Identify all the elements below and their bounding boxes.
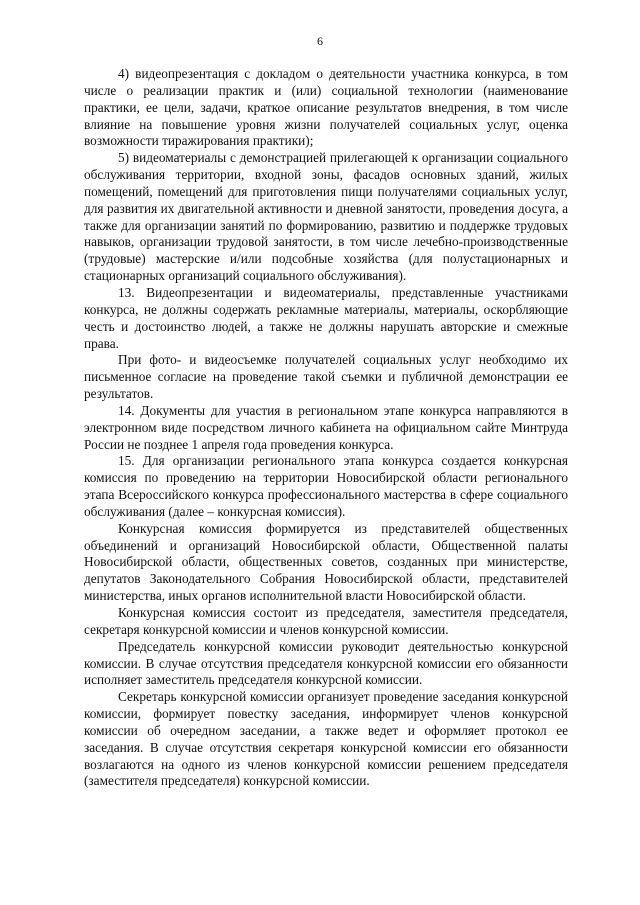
paragraph-clause-14: 14. Документы для участия в региональном этапе конкурса направляются в электронном виде посредством личного кабинета на официальном сайте Минтруда России не позднее 1 апреля года проведения конкурса. bbox=[84, 402, 568, 452]
page-number: 6 bbox=[317, 34, 323, 48]
paragraph-photo-consent: При фото- и видеосъемке получателей социальных услуг необходимо их письменное согласие на проведение такой съемки и публичной демонстрации ее результатов. bbox=[84, 352, 568, 402]
paragraph-commission-composition: Конкурсная комиссия состоит из председателя, заместителя председателя, секретаря конкурсной комиссии и членов конкурсной комиссии. bbox=[84, 605, 568, 637]
paragraph-commission-formation: Конкурсная комиссия формируется из представителей общественных объединений и организаций Новосибирской области, Общественной палаты Новосибирской области, общественных советов, созданных при министерстве, депутатов Законодательного Собрания Новосибирской области, представителей министерства, иных органов исполнительной власти Новосибирской области. bbox=[84, 520, 568, 604]
paragraph-chairman-duties: Председатель конкурсной комиссии руководит деятельностью конкурсной комиссии. В случае отсутствия председателя конкурсной комиссии его обязанности исполняет заместитель председателя конкурсной комиссии. bbox=[84, 638, 568, 688]
paragraph-secretary-duties: Секретарь конкурсной комиссии организует проведение заседания конкурсной комиссии, формирует повестку заседания, информирует членов конкурсной комиссии об очередном заседании, а также ведет и оформляет протокол ее заседания. В случае отсутствия секретаря конкурсной комиссии его обязанности возлагаются на одного из членов конкурсной комиссии решением председателя (заместителя председателя) конкурсной комиссии. bbox=[84, 689, 568, 789]
paragraph-clause-13: 13. Видеопрезентации и видеоматериалы, представленные участниками конкурса, не должны содержать рекламные материалы, материалы, оскорбляющие честь и достоинство людей, а также не должны нарушать авторские и смежные права. bbox=[84, 284, 568, 351]
paragraph-item-5-video-materials: 5) видеоматериалы с демонстрацией прилегающей к организации социального обслуживания территории, входной зоны, фасадов основных зданий, жилых помещений, помещений для приготовления пищи получателями социальных услуг, для развития их двигательной активности и дневной занятости, проведения досуга, а также для организации занятий по формированию, развитию и поддержке трудовых навыков, организации трудовой занятости, в том числе лечебно-производственные (трудовые) мастерские и/или подсобные хозяйства (для полустационарных и стационарных организаций социального обслуживания). bbox=[84, 150, 568, 284]
paragraph-clause-15: 15. Для организации регионального этапа конкурса создается конкурсная комиссия по проведению на территории Новосибирской области регионального этапа Всероссийского конкурса профессионального мастерства в сфере социального обслуживания (далее – конкурсная комиссия). bbox=[84, 453, 568, 519]
paragraph-item-4-video-presentation: 4) видеопрезентация с докладом о деятельности участника конкурса, в том числе о реализации практик и (или) социальной технологии (наименование практики, ее цели, задачи, краткое описание результатов внедрения, в том числе влияние на повышение уровня жизни получателей социальных услуг, оценка возможности тиражирования практики); bbox=[84, 66, 568, 149]
document-body bbox=[84, 66, 568, 790]
